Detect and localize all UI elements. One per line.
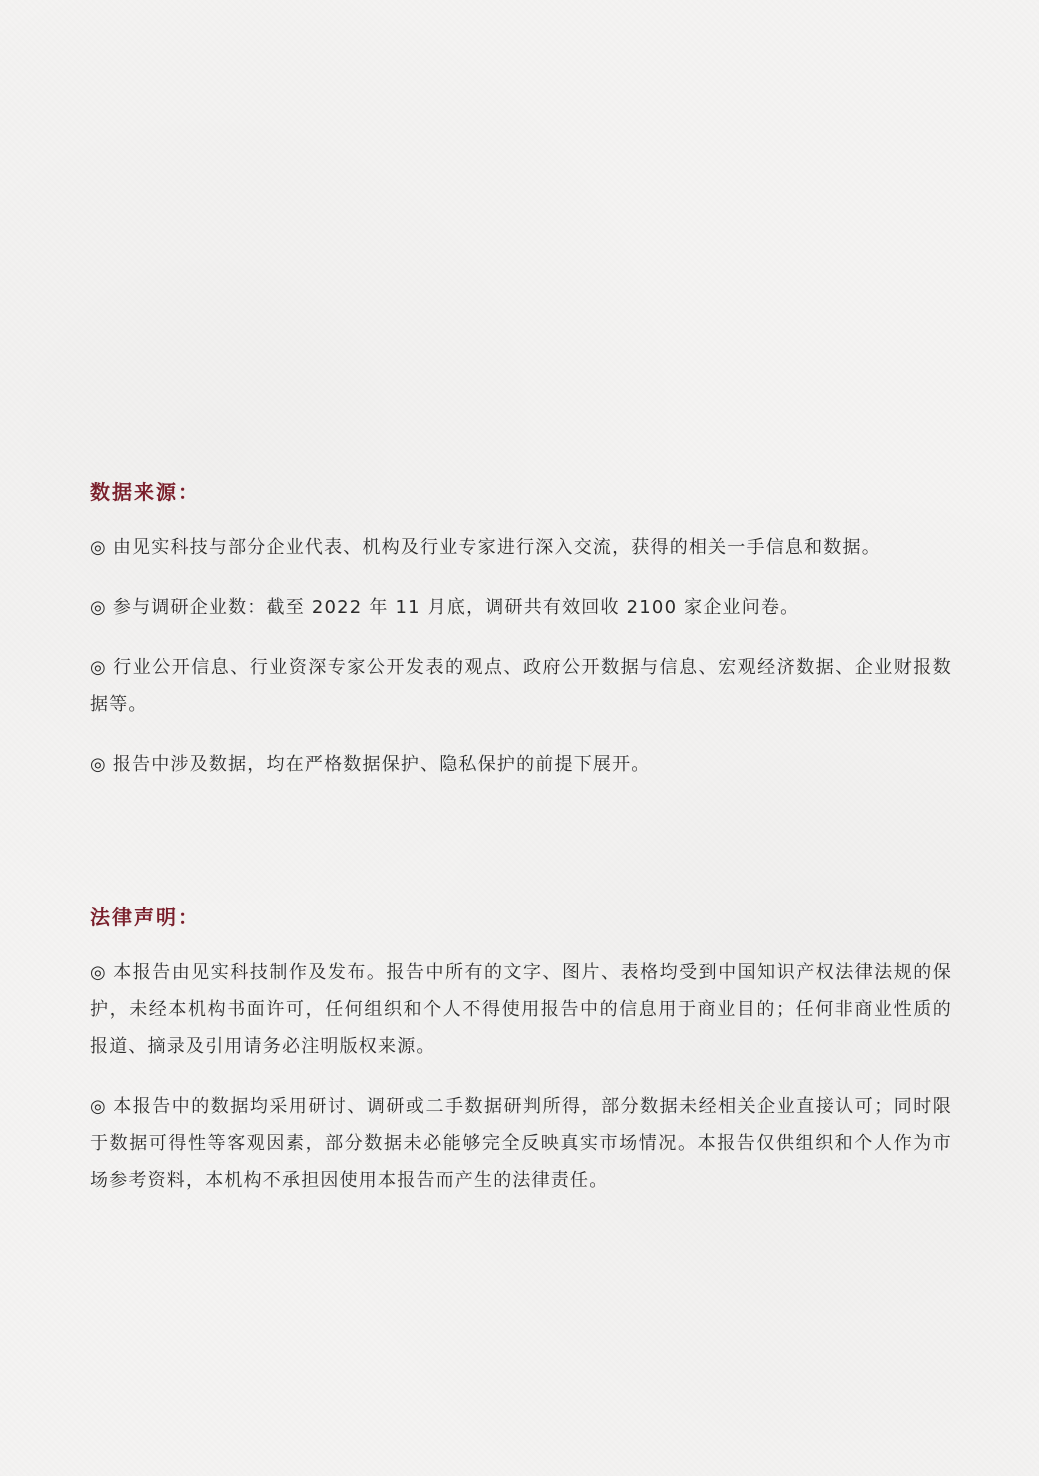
- data-source-item-text: 行业公开信息、行业资深专家公开发表的观点、政府公开数据与信息、宏观经济数据、企业财报数据等。: [90, 657, 953, 715]
- data-source-item-text: 参与调研企业数：截至 2022 年 11 月底，调研共有效回收 2100 家企业问卷。: [112, 597, 800, 618]
- legal-item-text: 本报告中的数据均采用研讨、调研或二手数据研判所得，部分数据未经相关企业直接认可；同时限于数据可得性等客观因素，部分数据未必能够完全反映真实市场情况。本报告仅供组织和个人作为市场参考资料，本机构不承担因使用本报告而产生的法律责任。: [90, 1096, 953, 1191]
- bullet-icon: ◎: [90, 657, 108, 678]
- data-source-item-text: 由见实科技与部分企业代表、机构及行业专家进行深入交流，获得的相关一手信息和数据。: [112, 537, 881, 558]
- legal-item: [90, 1088, 952, 1199]
- bullet-icon: ◎: [90, 537, 107, 558]
- data-source-section: [90, 478, 952, 806]
- data-source-item-text: 报告中涉及数据，均在严格数据保护、隐私保护的前提下展开。: [112, 754, 651, 775]
- legal-title: 法律声明：: [90, 905, 200, 929]
- legal-section: [90, 903, 952, 1222]
- bullet-icon: ◎: [90, 597, 107, 618]
- data-source-title: 数据来源：: [90, 480, 200, 504]
- data-source-item: [90, 746, 952, 783]
- data-source-item: [90, 529, 952, 566]
- data-source-item: [90, 649, 952, 723]
- bullet-icon: ◎: [90, 1096, 108, 1117]
- bullet-icon: ◎: [90, 962, 108, 983]
- data-source-item: [90, 589, 952, 626]
- legal-item: [90, 954, 952, 1065]
- bullet-icon: ◎: [90, 754, 107, 775]
- legal-item-text: 本报告由见实科技制作及发布。报告中所有的文字、图片、表格均受到中国知识产权法律法规的保护，未经本机构书面许可，任何组织和个人不得使用报告中的信息用于商业目的；任何非商业性质的报道、摘录及引用请务必注明版权来源。: [90, 962, 953, 1057]
